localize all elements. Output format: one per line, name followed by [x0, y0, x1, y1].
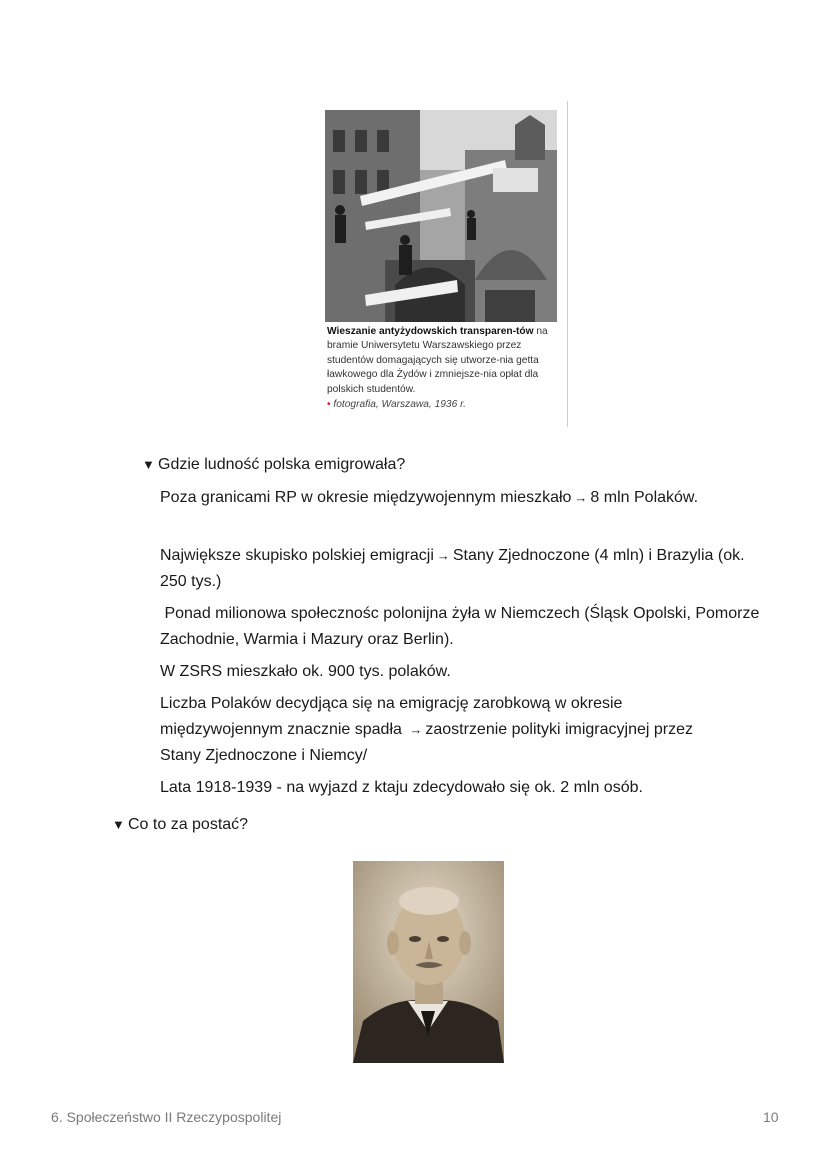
portrait-photo	[353, 861, 504, 1063]
paragraph-decline	[160, 691, 730, 769]
caption-source	[327, 398, 563, 412]
paragraph-1918-1939	[160, 775, 760, 801]
toggle-who-is-this-label: Co to za postać?	[128, 816, 249, 833]
paragraph-text: zaostrzenie polityki imigracyjnej przez Stany Zjednoczone i Niemcy/	[160, 721, 693, 764]
university-photo-figure	[325, 101, 569, 427]
paragraph-text: Stany Zjednoczone (4 mln) i Brazylia (ok. 250 tys.)	[160, 547, 745, 590]
paragraph-largest-group	[160, 543, 760, 595]
toggle-who-is-this[interactable]	[112, 814, 248, 836]
paragraph-ussr	[160, 659, 760, 685]
caption-description: na bramie Uniwersytetu Warszawskiego przez studentów domagających się utworze-nia getta ławkowego dla Żydów i zmniejsze-nia opłat dla polskich studentów.	[327, 326, 548, 395]
right-arrow-icon: →	[409, 722, 423, 737]
photo-caption	[327, 325, 563, 412]
paragraph-text: Ponad milionowa społecznośc polonijna żyła w Niemczech (Śląsk Opolski, Pomorze Zachodnie, Warmia i Mazury oraz Berlin).	[160, 605, 764, 648]
toggle-emigration-label: Gdzie ludność polska emigrowała?	[158, 456, 406, 473]
page-number: 10	[763, 1109, 779, 1125]
paragraph-text: Największe skupisko polskiej emigracji	[160, 547, 434, 564]
paragraph-text: Lata 1918-1939 - na wyjazd z ktaju zdecydowało się ok. 2 mln osób.	[160, 779, 643, 796]
caption-title: Wieszanie antyżydowskich transparen-tów	[327, 326, 534, 337]
paragraph-text: 8 mln Polaków.	[590, 489, 699, 506]
paragraph-text: Liczba Polaków decydjąca się na emigrację zarobkową w okresie międzywojennym znacznie spadła	[160, 695, 623, 738]
paragraph-text: W ZSRS mieszkało ok. 900 tys. polaków.	[160, 663, 451, 680]
paragraph-text: Poza granicami RP w okresie międzywojennym mieszkało	[160, 489, 572, 506]
right-arrow-icon: →	[574, 490, 588, 505]
caption-bullet: •	[327, 399, 331, 411]
paragraph-abroad	[160, 485, 760, 511]
right-arrow-icon: →	[436, 548, 450, 563]
paragraph-germany	[160, 601, 764, 653]
toggle-emigration[interactable]	[142, 454, 405, 476]
figure-divider	[567, 101, 568, 427]
university-gate-photo	[325, 110, 557, 322]
caption-source-text: fotografia, Warszawa, 1936 r.	[333, 399, 466, 411]
toggle-triangle-icon[interactable]: ▼	[142, 457, 155, 472]
toggle-triangle-icon[interactable]: ▼	[112, 817, 125, 832]
footer-title: 6. Społeczeństwo II Rzeczypospolitej	[51, 1109, 282, 1125]
